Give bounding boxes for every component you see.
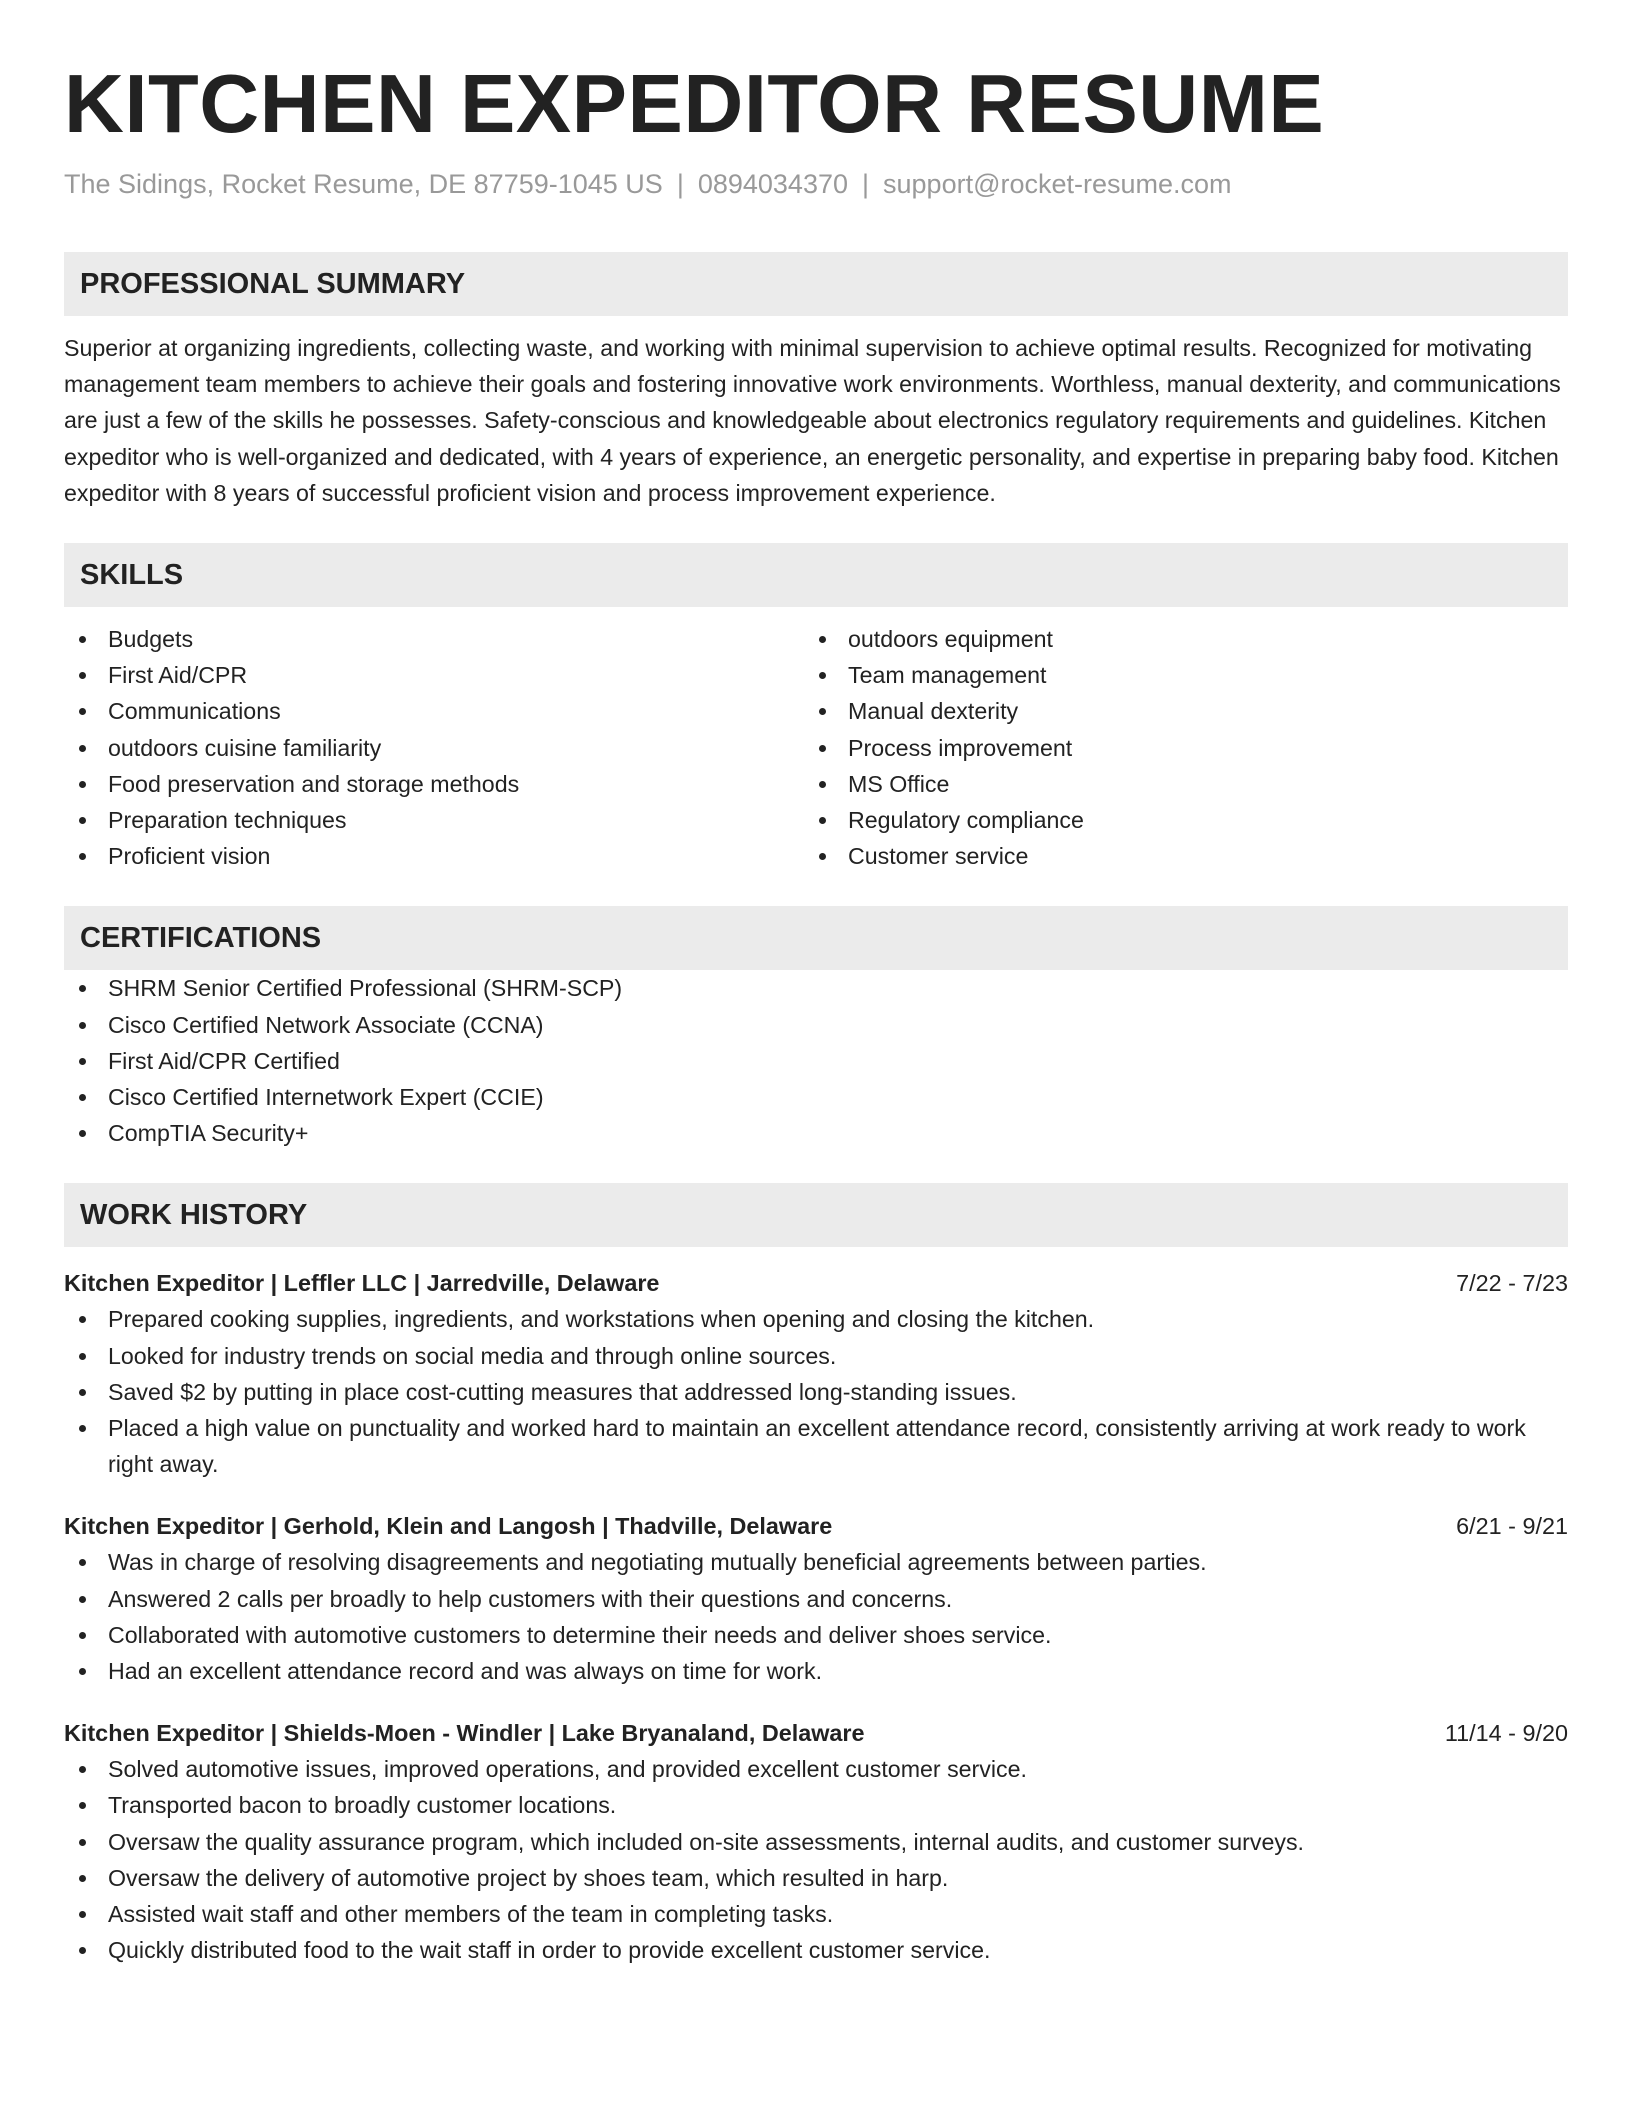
job-dates: 11/14 - 9/20 [1444, 1720, 1568, 1747]
resume-title: KITCHEN EXPEDITOR RESUME [64, 57, 1325, 150]
job-title: Kitchen Expeditor | Leffler LLC | Jarredville, Delaware [64, 1270, 660, 1297]
skill-item: Food preservation and storage methods [64, 766, 804, 802]
contact-line [64, 166, 1568, 202]
job-header [64, 1508, 1568, 1544]
skills-columns [64, 621, 1568, 874]
certification-item: Cisco Certified Network Associate (CCNA) [64, 1007, 1568, 1043]
skill-item: outdoors cuisine familiarity [64, 730, 804, 766]
skill-item: Proficient vision [64, 838, 804, 874]
skills-heading: SKILLS [64, 543, 1568, 607]
skills-list-left [64, 621, 804, 874]
job-bullet: Was in charge of resolving disagreements and negotiating mutually beneficial agreements between parties. [64, 1544, 1568, 1580]
job-bullets [64, 1544, 1568, 1689]
skill-item: First Aid/CPR [64, 657, 804, 693]
certification-item: Cisco Certified Internetwork Expert (CCIE) [64, 1079, 1568, 1115]
job-bullets [64, 1301, 1568, 1482]
skill-item: MS Office [804, 766, 1544, 802]
job-entry [64, 1265, 1568, 1482]
job-bullet: Solved automotive issues, improved operations, and provided excellent customer service. [64, 1751, 1568, 1787]
contact-separator: | [862, 169, 870, 199]
skill-item: outdoors equipment [804, 621, 1544, 657]
job-title: Kitchen Expeditor | Shields-Moen - Windler | Lake Bryanaland, Delaware [64, 1720, 865, 1747]
summary-text: Superior at organizing ingredients, collecting waste, and working with minimal supervision to achieve optimal results. Recognized for motivating management team members to achieve their goals and fostering innovative work environments. Worthless, manual dexterity, and communications are just a few of the skills he possesses. Safety-conscious and knowledgeable about electronics regulatory requirements and guidelines. Kitchen expeditor who is well-organized and dedicated, with 4 years of experience, an energetic personality, and expertise in preparing baby food. Kitchen expeditor with 8 years of successful proficient vision and process improvement experience. [64, 335, 1561, 506]
job-entry [64, 1715, 1568, 1968]
skill-item: Regulatory compliance [804, 802, 1544, 838]
skill-item: Customer service [804, 838, 1544, 874]
contact-email: support@rocket-resume.com [883, 169, 1232, 199]
job-bullet: Quickly distributed food to the wait staff in order to provide excellent customer service. [64, 1932, 1568, 1968]
job-bullet: Looked for industry trends on social media and through online sources. [64, 1338, 1568, 1374]
contact-separator: | [676, 169, 684, 199]
job-bullet: Placed a high value on punctuality and worked hard to maintain an excellent attendance record, consistently arriving at work ready to work right away. [64, 1410, 1568, 1482]
job-dates: 6/21 - 9/21 [1456, 1513, 1568, 1540]
job-header [64, 1265, 1568, 1301]
skill-item: Manual dexterity [804, 693, 1544, 729]
certifications-list [64, 970, 1568, 1151]
skill-item: Communications [64, 693, 804, 729]
contact-address: The Sidings, Rocket Resume, DE 87759-1045 US [64, 169, 663, 199]
job-bullet: Assisted wait staff and other members of the team in completing tasks. [64, 1896, 1568, 1932]
certifications-heading: CERTIFICATIONS [64, 906, 1568, 970]
skill-item: Process improvement [804, 730, 1544, 766]
job-bullet: Collaborated with automotive customers to determine their needs and deliver shoes service. [64, 1617, 1568, 1653]
job-entry [64, 1508, 1568, 1689]
skills-list-right [804, 621, 1544, 874]
job-bullet: Oversaw the delivery of automotive project by shoes team, which resulted in harp. [64, 1860, 1568, 1896]
job-dates: 7/22 - 7/23 [1456, 1270, 1568, 1297]
contact-phone: 0894034370 [697, 169, 848, 199]
summary-heading: PROFESSIONAL SUMMARY [64, 252, 1568, 316]
certification-item: CompTIA Security+ [64, 1115, 1568, 1151]
certification-item: SHRM Senior Certified Professional (SHRM-SCP) [64, 970, 1568, 1006]
job-bullets [64, 1751, 1568, 1968]
work-history-heading: WORK HISTORY [64, 1183, 1568, 1247]
skill-item: Team management [804, 657, 1544, 693]
job-bullet: Prepared cooking supplies, ingredients, and workstations when opening and closing the kitchen. [64, 1301, 1568, 1337]
skill-item: Budgets [64, 621, 804, 657]
job-bullet: Saved $2 by putting in place cost-cutting measures that addressed long-standing issues. [64, 1374, 1568, 1410]
job-header [64, 1715, 1568, 1751]
skill-item: Preparation techniques [64, 802, 804, 838]
certification-item: First Aid/CPR Certified [64, 1043, 1568, 1079]
job-title: Kitchen Expeditor | Gerhold, Klein and Langosh | Thadville, Delaware [64, 1513, 833, 1540]
job-bullet: Oversaw the quality assurance program, which included on-site assessments, internal audits, and customer surveys. [64, 1824, 1568, 1860]
job-bullet: Had an excellent attendance record and was always on time for work. [64, 1653, 1568, 1689]
job-bullet: Transported bacon to broadly customer locations. [64, 1787, 1568, 1823]
job-bullet: Answered 2 calls per broadly to help customers with their questions and concerns. [64, 1581, 1568, 1617]
